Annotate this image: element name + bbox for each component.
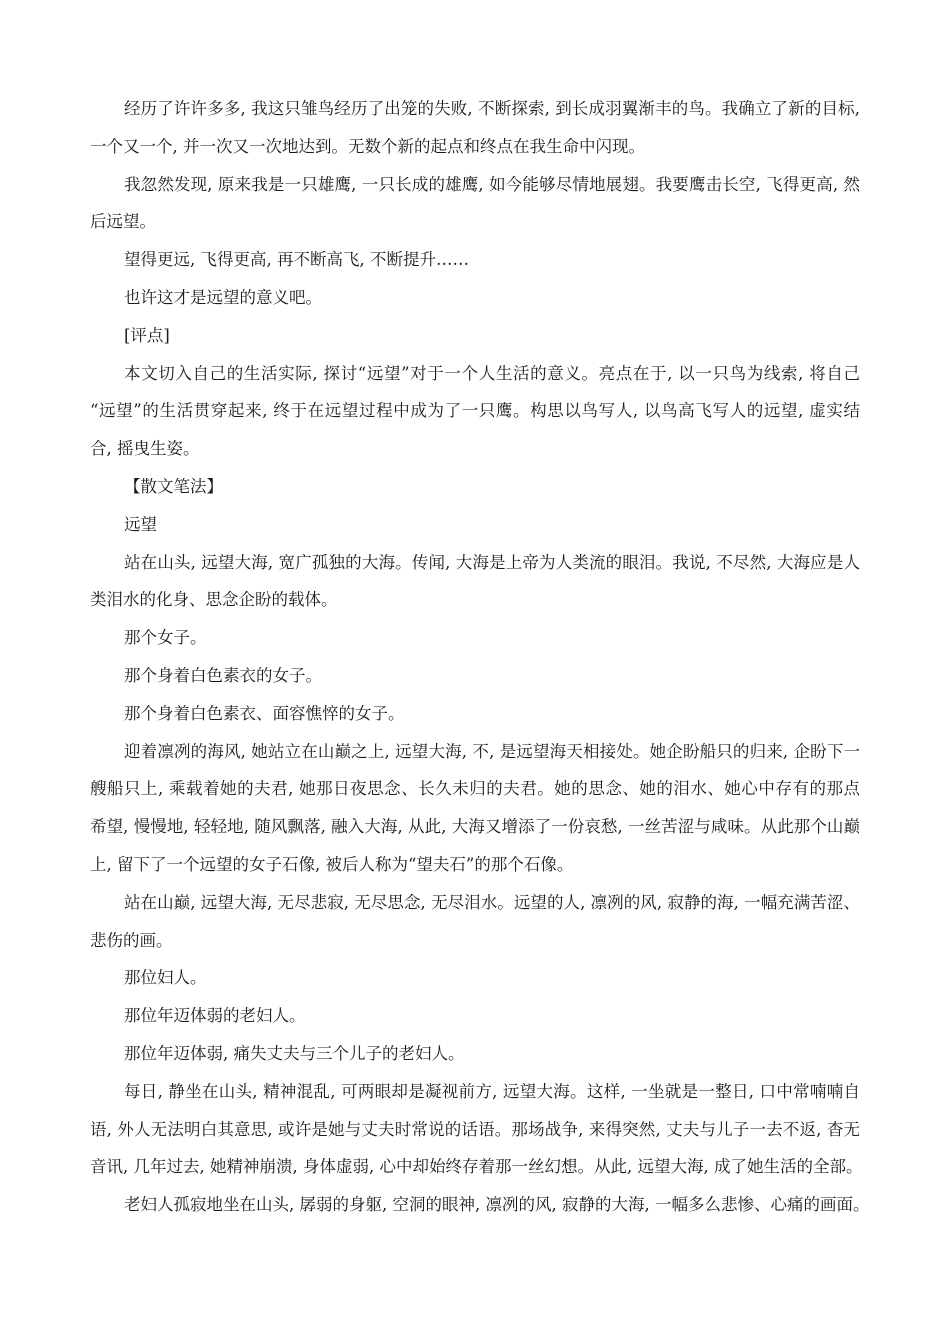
text-line: 那个身着白色素衣的女子。 (124, 665, 322, 685)
text-line: 本文切入自己的生活实际, 探讨“远望”对于一个人生活的意义。亮点在于, 以一只鸟为线索, 将自己 (124, 363, 860, 383)
text-line: 【散文笔法】 (124, 476, 223, 496)
text-line: 望得更远, 飞得更高, 再不断高飞, 不断提升…… (124, 250, 469, 270)
text-line: 那个身着白色素衣、面容憔悴的女子。 (124, 703, 405, 723)
text-line: 语, 外人无法明白其意思, 或许是她与丈夫时常说的话语。那场战争, 来得突然, 丈夫与儿子一去不返, 杳无 (90, 1119, 860, 1139)
text-line: 上, 留下了一个远望的女子石像, 被后人称为“望夫石”的那个石像。 (90, 854, 574, 874)
text-line: 远望 (124, 514, 157, 534)
text-line: 希望, 慢慢地, 轻轻地, 随风飘落, 融入大海, 从此, 大海又增添了一份哀愁, 一丝苦涩与咸味。从此那个山巅 (90, 817, 860, 837)
text-line: [评点] (124, 325, 170, 345)
text-line: 那位年迈体弱, 痛失丈夫与三个儿子的老妇人。 (124, 1043, 465, 1063)
text-line: 悲伤的画。 (90, 930, 173, 950)
text-line: 老妇人孤寂地坐在山头, 孱弱的身躯, 空洞的眼神, 凛冽的风, 寂静的大海, 一幅多么悲惨、心痛的画面。 (124, 1195, 870, 1215)
text-line: 经历了许许多多, 我这只雏鸟经历了出笼的失败, 不断探索, 到长成羽翼渐丰的鸟。我确立了新的目标, (124, 99, 860, 118)
text-line: 一个又一个, 并一次又一次地达到。无数个新的起点和终点在我生命中闪现。 (90, 136, 645, 156)
text-line: 音讯, 几年过去, 她精神崩溃, 身体虚弱, 心中却始终存着那一丝幻想。从此, 远望大海, 成了她生活的全部。 (90, 1157, 863, 1177)
text-line: 站在山巅, 远望大海, 无尽悲寂, 无尽思念, 无尽泪水。远望的人, 凛冽的风, 寂静的海, 一幅充满苦涩、 (124, 892, 860, 912)
text-line: 我忽然发现, 原来我是一只雄鹰, 一只长成的雄鹰, 如今能够尽情地展翅。我要鹰击长空, 飞得更高, 然 (124, 174, 860, 194)
essay-body (90, 98, 870, 1232)
text-line: 那位年迈体弱的老妇人。 (124, 1006, 306, 1026)
text-line: 那个女子。 (124, 628, 207, 648)
text-line: 合, 摇曳生姿。 (90, 439, 200, 459)
text-line: 那位妇人。 (124, 968, 207, 988)
text-line: 站在山头, 远望大海, 宽广孤独的大海。传闻, 大海是上帝为人类流的眼泪。我说, 不尽然, 大海应是人 (124, 552, 860, 572)
text-line: 每日, 静坐在山头, 精神混乱, 可两眼却是凝视前方, 远望大海。这样, 一坐就是一整日, 口中常喃喃自 (124, 1081, 860, 1101)
text-line: 艘船只上, 乘载着她的夫君, 她那日夜思念、长久未归的夫君。她的思念、她的泪水、她心中存有的那点 (90, 779, 860, 799)
text-line: 类泪水的化身、思念企盼的载体。 (90, 590, 338, 610)
text-line: 后远望。 (90, 212, 156, 232)
text-line: “远望”的生活贯穿起来, 终于在远望过程中成为了一只鹰。构思以鸟写人, 以鸟高飞写人的远望, 虚实结 (90, 401, 860, 421)
text-line: 也许这才是远望的意义吧。 (124, 287, 322, 307)
text-line: 迎着凛冽的海风, 她站立在山巅之上, 远望大海, 不, 是远望海天相接处。她企盼船只的归来, 企盼下一 (124, 741, 860, 761)
